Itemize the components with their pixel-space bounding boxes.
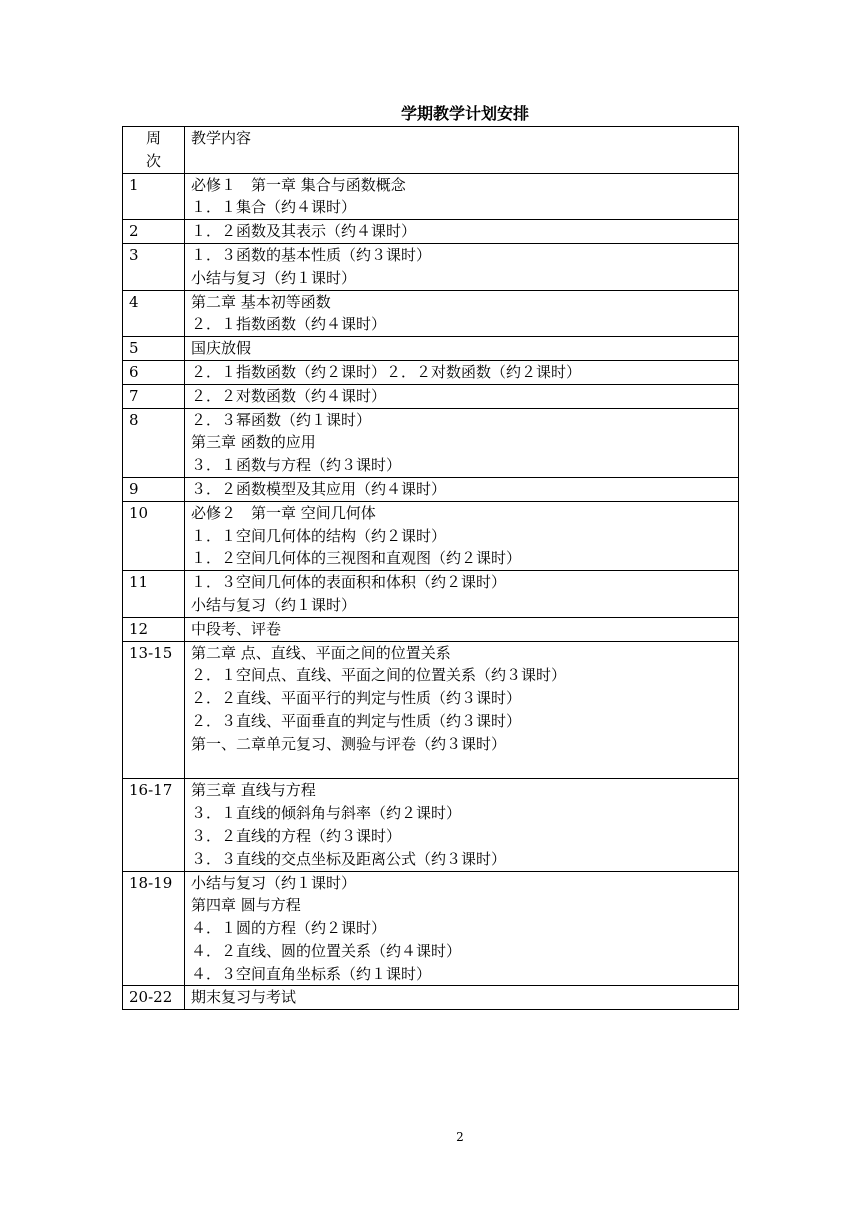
content-line: ３．１函数与方程（约３课时） — [191, 456, 402, 475]
week-cell: 12 — [123, 617, 185, 641]
content-cell — [185, 243, 739, 290]
content-line: １．１集合（约４课时） — [191, 198, 357, 217]
content-line: ３．１直线的倾斜角与斜率（约２课时） — [191, 804, 462, 823]
week-cell: 5 — [123, 337, 185, 361]
content-cell — [185, 290, 739, 337]
table-row — [123, 571, 739, 618]
content-line: 第二章 基本初等函数 — [191, 292, 331, 311]
content-line: 期末复习与考试 — [191, 988, 297, 1007]
content-line: １．１空间几何体的结构（约２课时） — [191, 526, 447, 545]
week-cell: 1 — [123, 173, 185, 220]
content-cell — [185, 571, 739, 618]
table-row — [123, 871, 739, 986]
week-cell: 18-19 — [123, 871, 185, 986]
content-cell — [185, 337, 739, 361]
content-cell — [185, 220, 739, 244]
week-cell: 2 — [123, 220, 185, 244]
content-line: ２．１指数函数（约４课时） — [191, 315, 387, 334]
week-header — [123, 127, 185, 174]
content-line: ２．１空间点、直线、平面之间的位置关系（约３课时） — [191, 666, 567, 685]
document-title: 学期教学计划安排 — [400, 104, 529, 123]
content-line: １．２函数及其表示（约４课时） — [191, 222, 417, 241]
week-cell: 7 — [123, 384, 185, 408]
table-row — [123, 779, 739, 871]
table-row — [123, 408, 739, 477]
page-number: 2 — [456, 1130, 464, 1144]
week-cell: 13-15 — [123, 641, 185, 779]
content-line: ３．３直线的交点坐标及距离公式（约３课时） — [191, 849, 507, 868]
content-cell — [185, 779, 739, 871]
table-row — [123, 641, 739, 779]
content-line: ３．２函数模型及其应用（约４课时） — [191, 479, 447, 498]
week-cell: 9 — [123, 477, 185, 501]
week-cell: 11 — [123, 571, 185, 618]
content-line: ２．２直线、平面平行的判定与性质（约３课时） — [191, 689, 522, 708]
content-line: 小结与复习（约１课时） — [191, 268, 357, 287]
table-row — [123, 243, 739, 290]
content-line: 第二章 点、直线、平面之间的位置关系 — [191, 643, 451, 662]
content-cell — [185, 501, 739, 570]
content-line: 第一、二章单元复习、测验与评卷（约３课时） — [191, 734, 507, 753]
week-cell: 3 — [123, 243, 185, 290]
content-cell — [185, 173, 739, 220]
content-line: 第三章 函数的应用 — [191, 433, 316, 452]
week-header-line1: 周 — [145, 129, 161, 147]
content-line: 第四章 圆与方程 — [191, 896, 301, 915]
table-row — [123, 173, 739, 220]
content-cell — [185, 477, 739, 501]
content-line: ４．２直线、圆的位置关系（约４课时） — [191, 941, 462, 960]
table-row — [123, 477, 739, 501]
content-line: 必修２ 第一章 空间几何体 — [191, 503, 376, 522]
week-cell: 8 — [123, 408, 185, 477]
table-row — [123, 290, 739, 337]
table-body — [123, 127, 739, 1010]
table-row — [123, 337, 739, 361]
content-cell — [185, 360, 739, 384]
table-row — [123, 617, 739, 641]
content-line: 小结与复习（约１课时） — [191, 873, 357, 892]
content-line: ４．３空间直角坐标系（约１课时） — [191, 964, 432, 983]
content-cell — [185, 384, 739, 408]
table-row — [123, 384, 739, 408]
content-cell — [185, 617, 739, 641]
week-cell: 6 — [123, 360, 185, 384]
week-cell: 4 — [123, 290, 185, 337]
content-cell — [185, 408, 739, 477]
content-line — [191, 756, 732, 779]
table-row — [123, 220, 739, 244]
content-line: ３．２直线的方程（约３课时） — [191, 826, 402, 845]
table-header-row — [123, 127, 739, 174]
content-cell — [185, 871, 739, 986]
content-line: ４．１圆的方程（约２课时） — [191, 919, 387, 938]
content-line: １．３空间几何体的表面积和体积（约２课时） — [191, 573, 507, 592]
content-line: 中段考、评卷 — [191, 619, 282, 638]
content-line: ２．１指数函数（约２课时）２．２对数函数（约２课时） — [191, 362, 582, 381]
content-line: １．３函数的基本性质（约３课时） — [191, 245, 432, 264]
table-row — [123, 360, 739, 384]
content-line: ２．３直线、平面垂直的判定与性质（约３课时） — [191, 711, 522, 730]
week-cell: 16-17 — [123, 779, 185, 871]
content-cell — [185, 641, 739, 779]
content-line: 第三章 直线与方程 — [191, 781, 316, 800]
content-line: 国庆放假 — [191, 339, 252, 358]
content-line: 必修１ 第一章 集合与函数概念 — [191, 175, 406, 194]
content-header: 教学内容 — [185, 127, 739, 174]
week-cell: 10 — [123, 501, 185, 570]
week-cell: 20-22 — [123, 986, 185, 1010]
table-row — [123, 501, 739, 570]
content-line: ２．２对数函数（约４课时） — [191, 386, 387, 405]
table-row — [123, 986, 739, 1010]
content-line: 小结与复习（约１课时） — [191, 595, 357, 614]
content-line: １．２空间几何体的三视图和直观图（约２课时） — [191, 549, 522, 568]
week-header-line2: 次 — [145, 151, 161, 170]
content-cell — [185, 986, 739, 1010]
teaching-plan-table — [122, 126, 739, 1010]
content-line: ２．３幂函数（约１课时） — [191, 410, 372, 429]
